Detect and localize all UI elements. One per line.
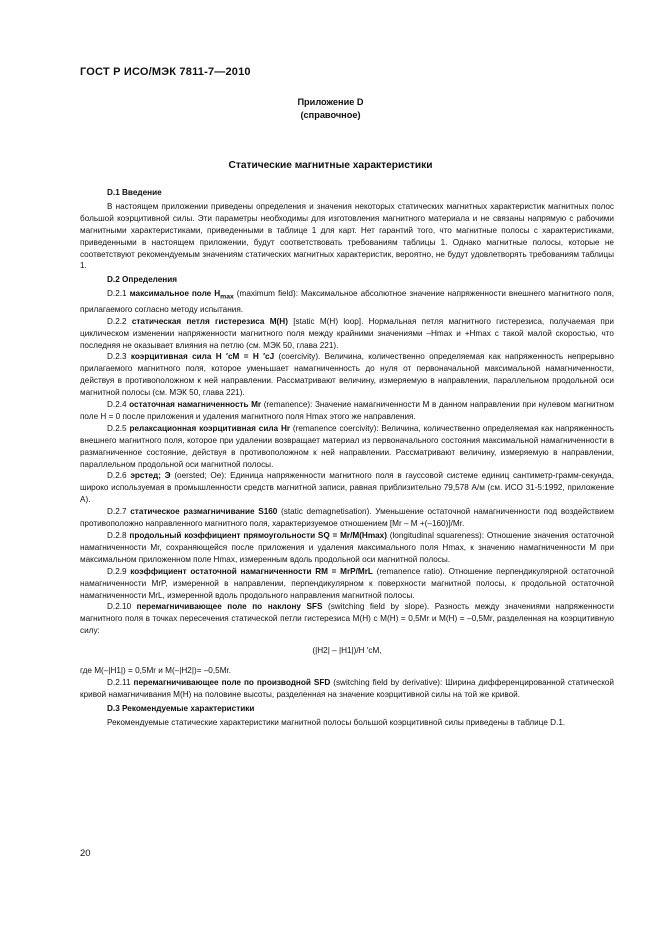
definition-coercivity: D.2.3 коэрцитивная сила H ′cM = H ′cJ (coercivity). Величина, количественно определяемая как напряженность непрерывно прилагаемого магнитного поля, которое уменьшает намагниченность до нуля от первоначальной максимальной намагниченности, действуя в противоположном к ней направлении. Рассматривают величину, измеряемую в направлении, параллельном продольной оси магнитной полосы (см. МЭК 50, глава 221).: [80, 352, 614, 398]
paragraph-recommended: Рекомендуемые статические характеристики магнитной полосы большой коэрцитивной силы приведены в таблице D.1.: [107, 717, 566, 727]
annex-heading: [0, 96, 661, 122]
heading-introduction: D.1 Введение: [107, 188, 162, 197]
formula-where: где M(–|H1|) = 0,5Mr и M(–|H2|)= –0,5Mr.: [80, 666, 232, 676]
document-body: [80, 185, 614, 729]
document-header: ГОСТ Р ИСО/МЭК 7811-7—2010: [80, 66, 251, 78]
definition-static-loop: D.2.2 статическая петля гистерезиса M(H) [static M(H) loop]. Нормальная петля магнитного гистерезиса, получаемая при циклическом изменении напряженности магнитного поля между крайними значениями –Hmax и +Hmax с такой малой скоростью, что последняя не оказывает влияния на петлю (см. МЭК 50, глава 221).: [80, 316, 614, 350]
definition-remanence: D.2.4 остаточная намагниченность Mr (remanence): Значение намагниченности M в данном направлении при нулевом магнитном поле H = 0 после приложения и удаления магнитного поля Hmax этого же направления.: [80, 400, 614, 421]
paragraph-introduction: В настоящем приложении приведены определения и значения некоторых статических магнитных характеристик магнитных полос большой коэрцитивной силы. Эти параметры необходимы для изготовления магнитного материала и не связаны напрямую с рабочими магнитными характеристиками, приведенными в таблице 1 для карт. Нет гарантий того, что магнитные полосы с характеристиками, приведенными в настоящем приложении, будут соответствовать требованиям таблицы 1. Однако магнитные полосы, которые не соответствуют рекомендуемым значениям статических магнитных характеристик, вероятно, не будут удовлетворять требованиям таблицы 1.: [80, 201, 614, 271]
definition-static-demagnetisation: D.2.7 статическое размагничивание S160 (static demagnetisation). Уменьшение остаточной намагниченности под воздействием противоположно направленного магнитного поля, характеризуемое отношением [Mr – M +(–160)]/Mr.: [80, 507, 614, 529]
definition-switching-field-derivative: D.2.11 перемагничивающее поле по производной SFD (switching field by derivative): Ширина дифференцированной статической кривой намагничивания M(H) на половине высоты, разделенная на значение коэрцитивной силы на той же кривой.: [80, 677, 614, 699]
definition-remanence-coercivity: D.2.5 релаксационная коэрцитивная сила Hr (remanence coercivity): Величина, количественно определяемая как напряженность внешнего магнитного поля, которое при удалении возвращает материал из первоначального состояния максимальной намагниченности в размагниченное состояние, действуя в противоположном к ней направлении. Рассматривают величину, измеряемую в направлении, параллельном продольной оси магнитной полосы.: [80, 423, 614, 469]
heading-definitions: D.2 Определения: [107, 275, 178, 285]
annex-title: Приложение D: [297, 97, 364, 107]
formula: (|H2| – |H1|)/H ′cM,: [312, 646, 382, 656]
definition-squareness: D.2.8 продольный коэффициент прямоугольности SQ = Mr/M(Hmax) (longitudinal squareness): Отношение значения остаточной намагниченности Mr, сохраняющейся после приложения и удаления максимального поля Hmax, к значению намагниченности M при максимальном приложенном поле Hmax, измеренным вдоль продольной оси магнитной полосы.: [80, 531, 614, 564]
definition-switching-field-slope: D.2.10 перемагничивающее поле по наклону SFS (switching field by slope). Разность между значениями напряженности магнитного поля в точках пересечения статической петли гистерезиса M(H) с M(H) = 0,5Mr и M(H) = –0,5Mr, разделенная на коэрцитивную силу:: [80, 602, 614, 636]
section-title: Статические магнитные характеристики: [228, 160, 433, 171]
annex-note: (справочное): [300, 110, 361, 120]
definition-max-field: D.2.1 максимальное поле $H_{max}$ (maximum field): Максимальное абсолютное значение напряженности внешнего магнитного поля, прилагаемого согласно методу испытания.: [80, 289, 614, 314]
heading-recommended: D.3 Рекомендуемые характеристики: [107, 703, 255, 713]
definition-oersted: D.2.6 эрстед; Э (oersted; Oe): Единица напряженности магнитного поля в гауссовой системе единиц сантиметр-грамм-секунда, широко используемая в промышленности средств магнитной записи, равная приблизительно 79,578 А/м (см. ИСО 31-5:1992, приложение А).: [80, 471, 614, 505]
definition-remanence-ratio: D.2.9 коэффициент остаточной намагниченности RM = MrP/MrL (remanence ratio). Отношение перпендикулярной остаточной намагниченности MrP, измеренной в направлении, перпендикулярном к поверхности магнитной полосы, к продольной остаточной намагниченности MrL, измеренной вдоль продольного направления магнитной полосы.: [80, 566, 615, 600]
page-number: 20: [80, 848, 91, 859]
